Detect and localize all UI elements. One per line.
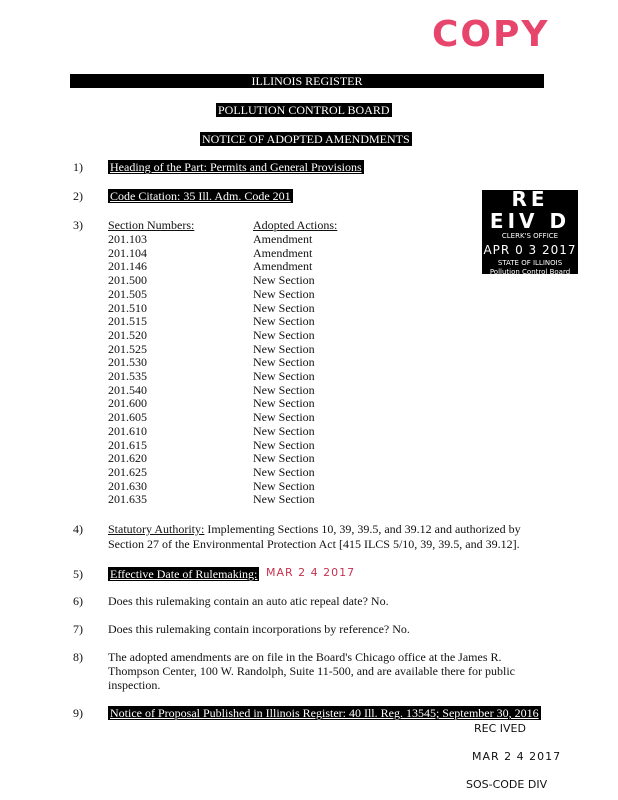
- item-8-line-3: inspection.: [108, 678, 161, 692]
- section-number: 201.630: [108, 478, 147, 493]
- register-title: ILLINOIS REGISTER: [70, 74, 544, 88]
- footer-received: REC IVED: [474, 722, 526, 735]
- item-8-line-1: The adopted amendments are on file in the Board's Chicago office at the James R.: [108, 650, 502, 664]
- item-8-number: 8): [73, 650, 83, 664]
- section-number: 201.103: [108, 232, 147, 246]
- board-title: POLLUTION CONTROL BOARD: [218, 103, 390, 117]
- received-stamp-title: RE EIV D: [489, 187, 571, 233]
- item-4-authority-cont: Section 27 of the Environmental Protection Act [415 ILCS 5/10, 39, 39.5, and 39.12].: [108, 537, 520, 551]
- section-numbers-header: Section Numbers:: [108, 218, 195, 232]
- section-action: New Section: [253, 341, 315, 356]
- item-2-number: 2): [73, 189, 83, 203]
- section-number: 201.615: [108, 437, 147, 452]
- item-6-repeal: Does this rulemaking contain an auto atic repeal date? No.: [108, 594, 389, 608]
- section-action: New Section: [253, 273, 315, 288]
- section-action: New Section: [253, 327, 315, 342]
- section-number: 201.104: [108, 245, 147, 260]
- section-number: 201.610: [108, 423, 147, 438]
- section-number: 201.505: [108, 286, 147, 301]
- section-number: 201.520: [108, 327, 147, 342]
- section-number: 201.620: [108, 451, 147, 466]
- item-3-number: 3): [73, 218, 83, 232]
- item-2-citation: Code Citation: 35 Ill. Adm. Code 201: [110, 189, 291, 203]
- section-number: 201.525: [108, 341, 147, 356]
- item-8-line-2: Thompson Center, 100 W. Randolph, Suite 11-500, and are available there for public: [108, 664, 515, 678]
- received-stamp-board: Pollution Control Board: [489, 268, 571, 276]
- copy-stamp: COPY: [432, 14, 550, 55]
- section-action: Amendment: [253, 259, 313, 274]
- item-1-number: 1): [73, 160, 83, 174]
- section-number: 201.600: [108, 396, 147, 411]
- section-action: New Section: [253, 396, 315, 411]
- section-action: Amendment: [253, 232, 313, 246]
- item-1-heading: Heading of the Part: Permits and General Provisions: [110, 160, 362, 174]
- section-number: 201.510: [108, 300, 147, 315]
- section-action: New Section: [253, 382, 315, 397]
- section-number: 201.535: [108, 369, 147, 383]
- section-action: New Section: [253, 478, 315, 493]
- section-action: New Section: [253, 300, 315, 315]
- item-9-number: 9): [73, 706, 83, 720]
- footer-code: SOS-CODE DIV: [466, 778, 548, 791]
- section-number: 201.530: [108, 355, 147, 370]
- item-6-number: 6): [73, 594, 83, 608]
- section-action: New Section: [253, 423, 315, 438]
- section-action: Amendment: [253, 245, 313, 260]
- section-action: New Section: [253, 286, 315, 301]
- item-5-effective-date: Effective Date of Rulemaking:: [110, 567, 258, 581]
- section-number: 201.635: [108, 492, 147, 507]
- adopted-actions-header: Adopted Actions:: [253, 218, 338, 232]
- section-action: New Section: [253, 451, 315, 466]
- section-number: 201.540: [108, 382, 147, 397]
- section-number: 201.500: [108, 273, 147, 288]
- section-number: 201.625: [108, 464, 147, 479]
- effective-date-stamp: MAR 2 4 2017: [266, 566, 356, 579]
- section-action: New Section: [253, 410, 315, 425]
- section-number: 201.146: [108, 259, 147, 274]
- received-stamp: [482, 187, 578, 276]
- section-action: New Section: [253, 464, 315, 479]
- item-7-incorporations: Does this rulemaking contain incorporations by reference? No.: [108, 622, 410, 636]
- item-7-number: 7): [73, 622, 83, 636]
- section-action: New Section: [253, 369, 315, 383]
- received-stamp-office: CLERK'S OFFICE: [501, 232, 559, 240]
- section-action: New Section: [253, 492, 315, 507]
- section-number: 201.605: [108, 410, 147, 425]
- notice-title: NOTICE OF ADOPTED AMENDMENTS: [202, 132, 410, 146]
- section-number: 201.515: [108, 314, 147, 329]
- footer-date: MAR 2 4 2017: [472, 750, 562, 763]
- item-9-notice: Notice of Proposal Published in Illinois Register: 40 Ill. Reg. 13545; September 30, 2016: [110, 706, 539, 720]
- section-action: New Section: [253, 437, 315, 452]
- item-5-number: 5): [73, 567, 83, 581]
- item-4-number: 4): [73, 522, 83, 536]
- section-action: New Section: [253, 314, 315, 329]
- section-action: New Section: [253, 355, 315, 370]
- received-stamp-state: STATE OF ILLINOIS: [497, 259, 563, 267]
- received-stamp-date: APR 0 3 2017: [483, 243, 577, 257]
- item-4-authority: Statutory Authority: Implementing Sections 10, 39, 39.5, and 39.12 and authorized by: [108, 522, 521, 536]
